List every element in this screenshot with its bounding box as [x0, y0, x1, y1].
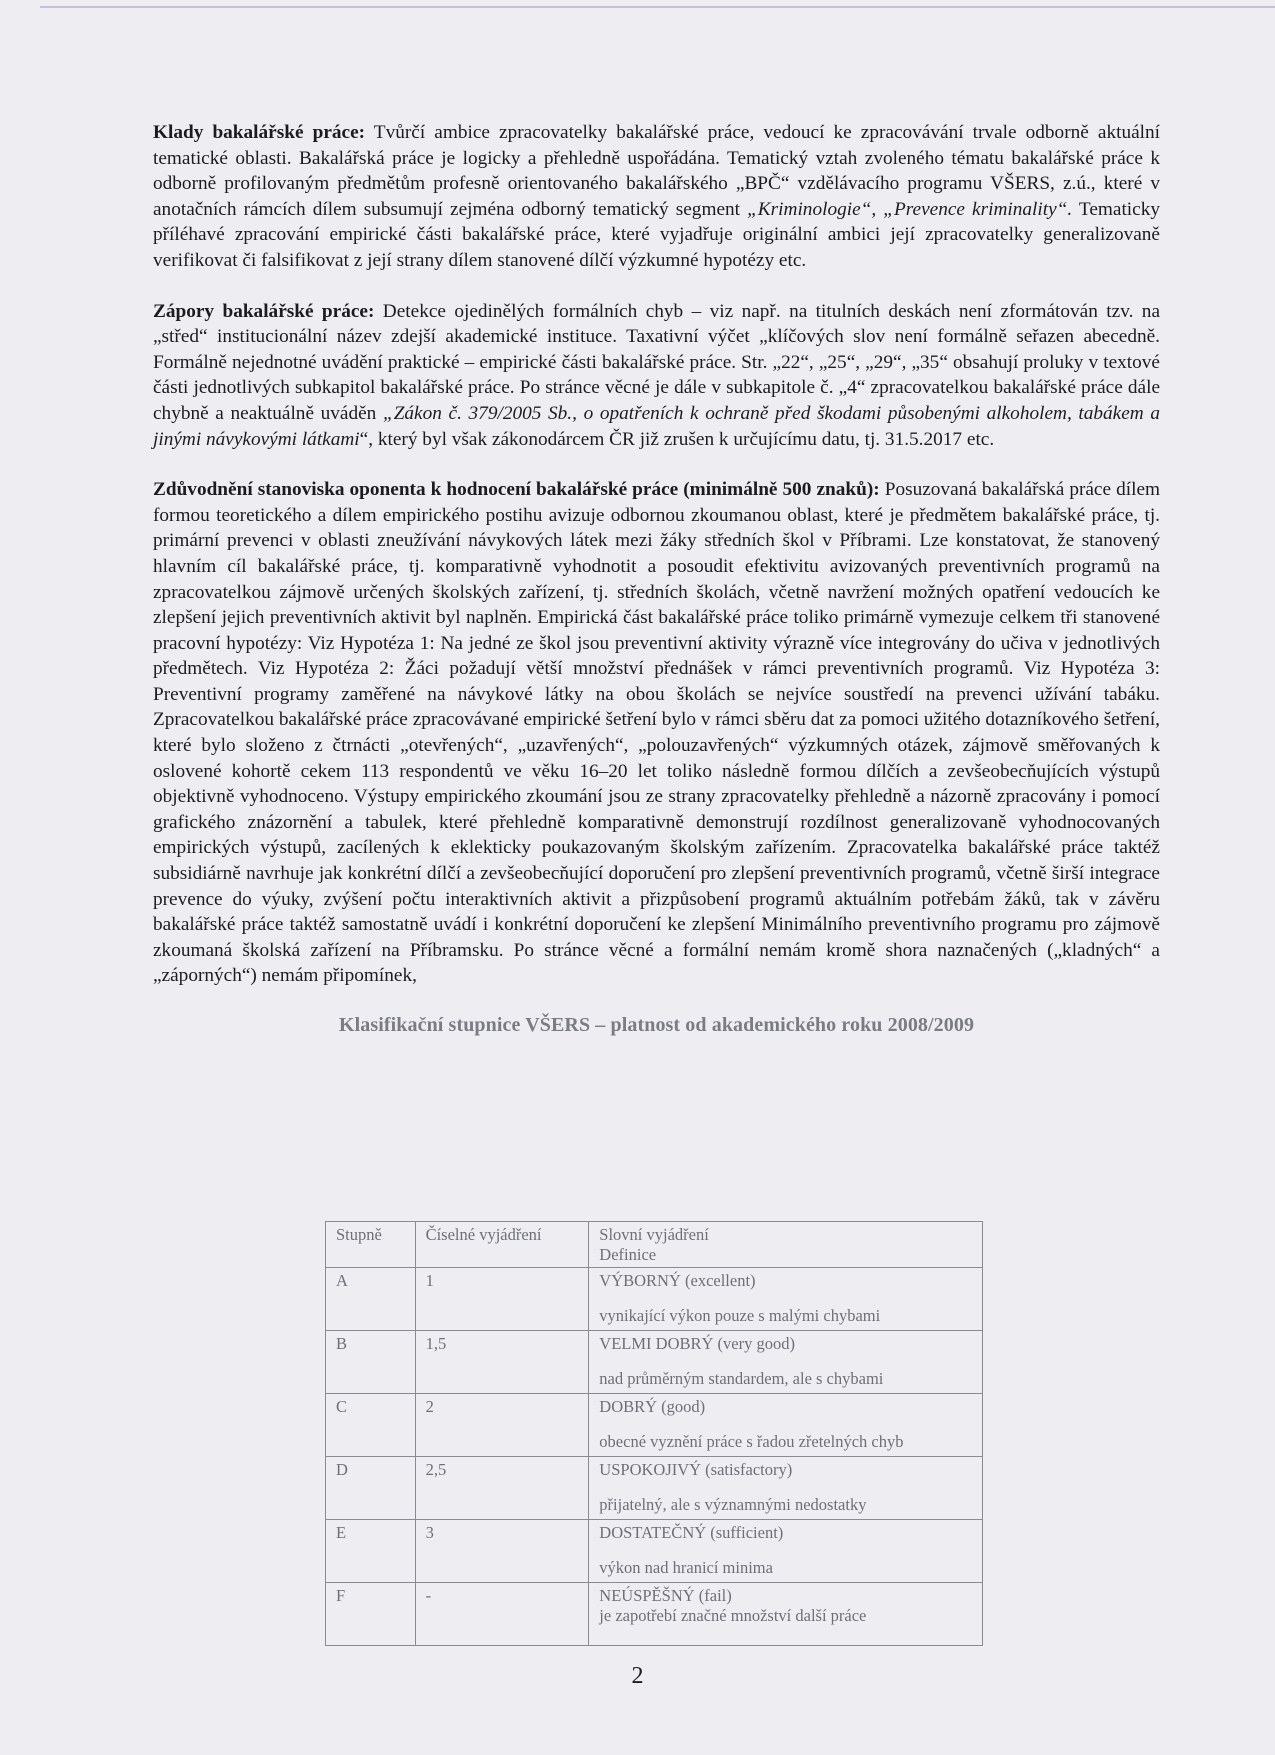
- zapory-heading: Zápory bakalářské práce:: [153, 300, 375, 322]
- word-label: NEÚSPĚŠNÝ (fail): [599, 1586, 732, 1605]
- table-row: [326, 1268, 983, 1331]
- word-cell: [589, 1520, 983, 1583]
- scan-edge-line: [40, 6, 1275, 8]
- word-cell: [589, 1457, 983, 1520]
- grade-cell: C: [326, 1394, 416, 1457]
- table-row: [326, 1457, 983, 1520]
- word-label: USPOKOJIVÝ (satisfactory): [599, 1460, 793, 1479]
- number-cell: 2,5: [415, 1457, 589, 1520]
- word-cell: [589, 1331, 983, 1394]
- klady-italic: „Kriminologie“, „Prevence kriminality“.: [747, 198, 1073, 220]
- klady-heading: Klady bakalářské práce:: [153, 122, 366, 143]
- word-label: VÝBORNÝ (excellent): [599, 1271, 756, 1290]
- zapory-italic: „Zákon č. 379/2005 Sb., o opatřeních k ochraně před škodami působenými alkoholem, tabákem a jinými návykovými látkami: [153, 402, 1160, 450]
- zduvodneni-text: Posuzovaná bakalářská práce dílem formou teoretického a dílem empirického postihu avizuje odbornou zkoumanou oblast, které je předmětem bakalářské práce, tj. primární prevenci v oblasti zneužívání návykových látek mezi žáky středních škol v Příbrami. Lze konstatovat, že stanovený hlavním cíl bakalářské práce, tj. komparativně vyhodnotit a posoudit efektivitu avizovaných preventivních programů na zpracovatelkou zájmově určených školských zařízení, tj. středních školách, včetně navržení možných opatření vedoucích ke zlepšení jejich preventivních aktivit byl naplněn. Empirická část bakalářské práce toliko primárně vymezuje celkem tři stanovené pracovní hypotézy: Viz Hypotéza 1: Na jedné ze škol jsou preventivní aktivity výrazně více integrovány do učiva v jednotlivých předmětech. Viz Hypotéza 2: Žáci požadují větší množství přednášek v rámci preventivních programů. Viz Hypotéza 3: Preventivní programy zaměřené na návykové látky na obou školách se nejvíce soustředí na prevenci užívání tabáku. Zpracovatelkou bakalářské práce zpracovávané empirické šetření bylo v rámci sběru dat za pomoci užitého dotazníkového šetření, které bylo složeno z čtrnácti „otevřených“, „uzavřených“, „polouzavřených“ výzkumných otázek, zájmově směřovaných k oslovené kohortě cekem 113 respondentů ve věku 16–20 let toliko následně formou dílčích a zevšeobecňujících výstupů objektivně vyhodnoceno. Výstupy empirického zkoumání jsou ze strany zpracovatelky přehledně a názorně zpracovány i pomocí grafického znázornění a tabulek, které přehledně komparativně demonstrují rozdílnost generalizovaně vyhodnocovaných empirických výstupů, zacílených k eklekticky poukazovaným školským zařízením. Zpracovatelka bakalářské práce taktéž subsidiárně navrhuje jak konkrétní dílčí a zevšeobecňující doporučení pro zlepšení preventivních programů, včetně širší integrace prevence do výuky, zvýšení počtu interaktivních aktivit a přizpůsobení programů aktuálním potřebám žáků, tak v závěru bakalářské práce taktéž samostatně uvádí i konkrétní doporučení ke zlepšení Minimálního preventivního programu pro zájmově zkoumaná školská zařízení na Příbramsku. Po stránce věcné a formální nemám kromě shora naznačených („kladných“ a „záporných“) nemám připomínek,: [153, 479, 1160, 987]
- grade-cell: A: [326, 1268, 416, 1331]
- header-stupen: Stupně: [326, 1222, 416, 1268]
- number-cell: 2: [415, 1394, 589, 1457]
- grade-cell: B: [326, 1331, 416, 1394]
- definition-label: přijatelný, ale s významnými nedostatky: [599, 1495, 867, 1514]
- table-row: [326, 1583, 983, 1646]
- klady-paragraph: [153, 120, 1160, 274]
- definition-label: obecné vyznění práce s řadou zřetelných chyb: [599, 1432, 904, 1451]
- zapory-paragraph: [153, 299, 1160, 453]
- grade-cell: D: [326, 1457, 416, 1520]
- definition-label: vynikající výkon pouze s malými chybami: [599, 1306, 881, 1325]
- word-label: DOBRÝ (good): [599, 1397, 706, 1416]
- table-title: Klasifikační stupnice VŠERS – platnost od akademického roku 2008/2009: [338, 1014, 975, 1036]
- definition-label: nad průměrným standardem, ale s chybami: [599, 1369, 884, 1388]
- klady-text: Tvůrčí ambice zpracovatelky bakalářské práce, vedoucí ke zpracovávání trvale odborně aktuální tematické oblasti. Bakalářská práce je logicky a přehledně uspořádána. Tematický vztah zvoleného tématu bakalářské práce k odborně profilovaným předmětům profesně orientovaného bakalářského „BPČ“ vzdělávacího programu VŠERS, z.ú., které v anotačních rámcích dílem subsumují zejména odborný tematický segment: [153, 122, 1161, 220]
- page-number: 2: [631, 1663, 644, 1689]
- word-label: VELMI DOBRÝ (very good): [599, 1334, 795, 1353]
- table-header-row: [326, 1222, 983, 1268]
- zduvodneni-paragraph: [153, 477, 1160, 989]
- table-row: [326, 1520, 983, 1583]
- definition-label: výkon nad hranicí minima: [599, 1558, 773, 1577]
- zduvodneni-heading: Zdůvodnění stanoviska oponenta k hodnocení bakalářské práce (minimálně 500 znaků):: [153, 479, 880, 501]
- word-label: DOSTATEČNÝ (sufficient): [599, 1523, 784, 1542]
- zapory-text-2: “, který byl však zákonodárcem ČR již zrušen k určujícímu datu, tj. 31.5.2017 etc.: [359, 428, 995, 450]
- grade-cell: E: [326, 1520, 416, 1583]
- number-cell: 3: [415, 1520, 589, 1583]
- header-definice-label: Definice: [599, 1245, 657, 1264]
- number-cell: 1: [415, 1268, 589, 1331]
- header-slovni: [589, 1222, 983, 1268]
- table-row: [326, 1394, 983, 1457]
- grading-scale-table: [325, 1221, 983, 1646]
- word-cell: [589, 1268, 983, 1331]
- grade-cell: F: [326, 1583, 416, 1646]
- klady-text-2: Tematicky příléhavé zpracování empirické části bakalářské práce, které vyjadřuje originální ambici její zpracovatelky generalizovaně verifikovat či falsifikovat z její strany dílem stanovené dílčí výzkumné hypotézy etc.: [153, 198, 1160, 271]
- definition-label: je zapotřebí značné množství další práce: [599, 1606, 867, 1625]
- header-slovni-label: Slovní vyjádření: [599, 1225, 709, 1244]
- number-cell: -: [415, 1583, 589, 1646]
- word-cell: [589, 1394, 983, 1457]
- word-cell: [589, 1583, 983, 1646]
- zapory-text: Detekce ojedinělých formálních chyb – viz např. na titulních deskách není zformátován tzv. na „střed“ institucionální název zdejší akademické instituce. Taxativní výčet „klíčových slov není formálně seřazen abecedně. Formálně nejednotné uvádění praktické – empirické části bakalářské práce. Str. „22“, „25“, „29“, „35“ obsahují proluky v textové části jednotlivých subkapitol bakalářské práce. Po stránce věcné je dále v subkapitole č. „4“ zpracovatelkou bakalářské práce dále chybně a neaktuálně uváděn: [153, 300, 1161, 424]
- header-ciselne: Číselné vyjádření: [415, 1222, 589, 1268]
- table-row: [326, 1331, 983, 1394]
- number-cell: 1,5: [415, 1331, 589, 1394]
- review-text: [153, 120, 1160, 1051]
